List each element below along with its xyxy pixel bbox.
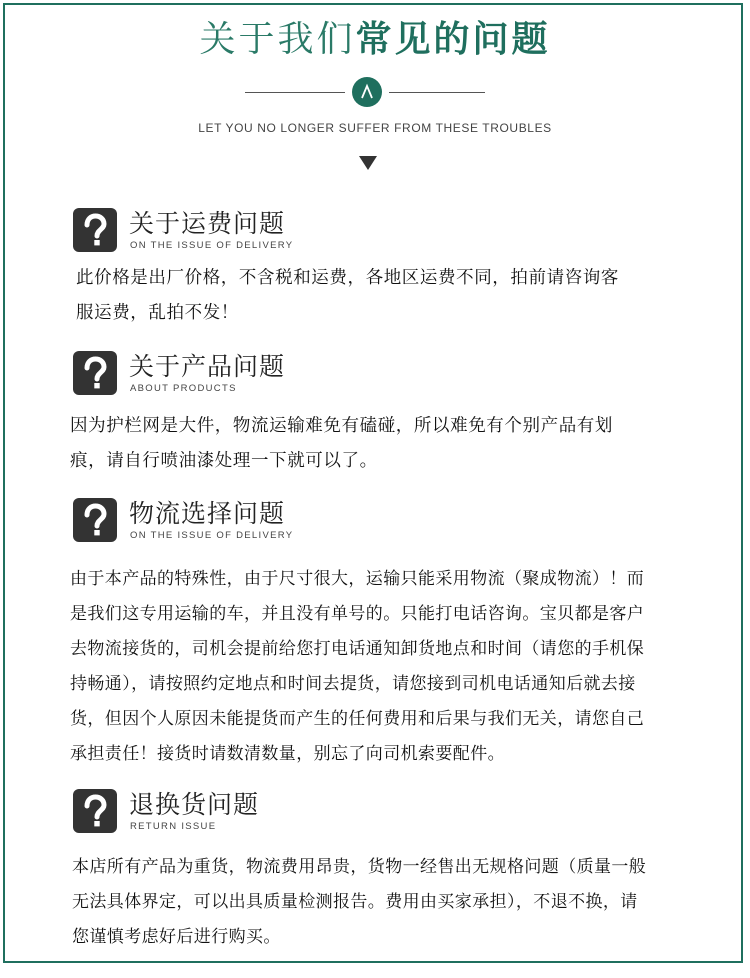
divider-left [245, 92, 345, 93]
body-line: 由于本产品的特殊性，由于尺寸很大，运输只能采用物流（聚成物流）！而 [70, 569, 645, 589]
body-line: 服运费，乱拍不发！ [76, 303, 239, 323]
section-products-body [70, 409, 613, 479]
section-title: 关于产品问题 [129, 352, 286, 381]
body-line: 是我们这专用运输的车，并且没有单号的。只能打电话咨询。宝贝都是客户 [70, 604, 645, 624]
section-subtitle: ABOUT PRODUCTS [130, 383, 237, 394]
section-logistics-body [70, 562, 644, 772]
section-return-body [72, 850, 646, 955]
section-subtitle: ON THE ISSUE OF DELIVERY [130, 240, 294, 251]
question-mark-icon [73, 789, 117, 833]
body-line: 货，但因个人原因未能提货而产生的任何费用和后果与我们无关，请您自己 [70, 709, 645, 729]
caret-up-badge-icon [352, 77, 382, 107]
page-subtitle: LET YOU NO LONGER SUFFER FROM THESE TROUBLES [198, 121, 552, 135]
divider-right [389, 92, 485, 93]
question-mark-icon [73, 498, 117, 542]
body-line: 此价格是出厂价格，不含税和运费，各地区运费不同，拍前请咨询客 [76, 268, 619, 288]
section-subtitle: ON THE ISSUE OF DELIVERY [130, 530, 294, 541]
body-line: 本店所有产品为重货，物流费用昂贵，货物一经售出无规格问题（质量一般 [72, 857, 647, 877]
body-line: 去物流接货的，司机会提前给您打电话通知卸货地点和时间（请您的手机保 [70, 639, 645, 659]
body-line: 因为护栏网是大件，物流运输难免有磕碰，所以难免有个别产品有划 [70, 416, 613, 436]
down-triangle-icon [359, 156, 377, 170]
body-line: 承担责任！接货时请数清数量，别忘了向司机索要配件。 [70, 744, 505, 764]
title-light: 关于我们 [199, 19, 356, 60]
body-line: 无法具体界定，可以出具质量检测报告。费用由买家承担），不退不换，请 [72, 892, 638, 912]
section-title: 退换货问题 [129, 790, 260, 819]
section-title: 物流选择问题 [129, 499, 286, 528]
question-mark-icon [73, 208, 117, 252]
question-mark-icon [73, 351, 117, 395]
title-bold: 常见的问题 [355, 19, 551, 60]
body-line: 持畅通），请按照约定地点和时间去提货，请您接到司机电话通知后就去接 [70, 674, 636, 694]
page-title [0, 18, 750, 62]
section-subtitle: RETURN ISSUE [130, 821, 217, 832]
body-line: 您谨慎考虑好后进行购买。 [72, 927, 281, 947]
section-title: 关于运费问题 [129, 209, 286, 238]
section-delivery-body [76, 261, 619, 331]
body-line: 痕，请自行喷油漆处理一下就可以了。 [70, 451, 378, 471]
